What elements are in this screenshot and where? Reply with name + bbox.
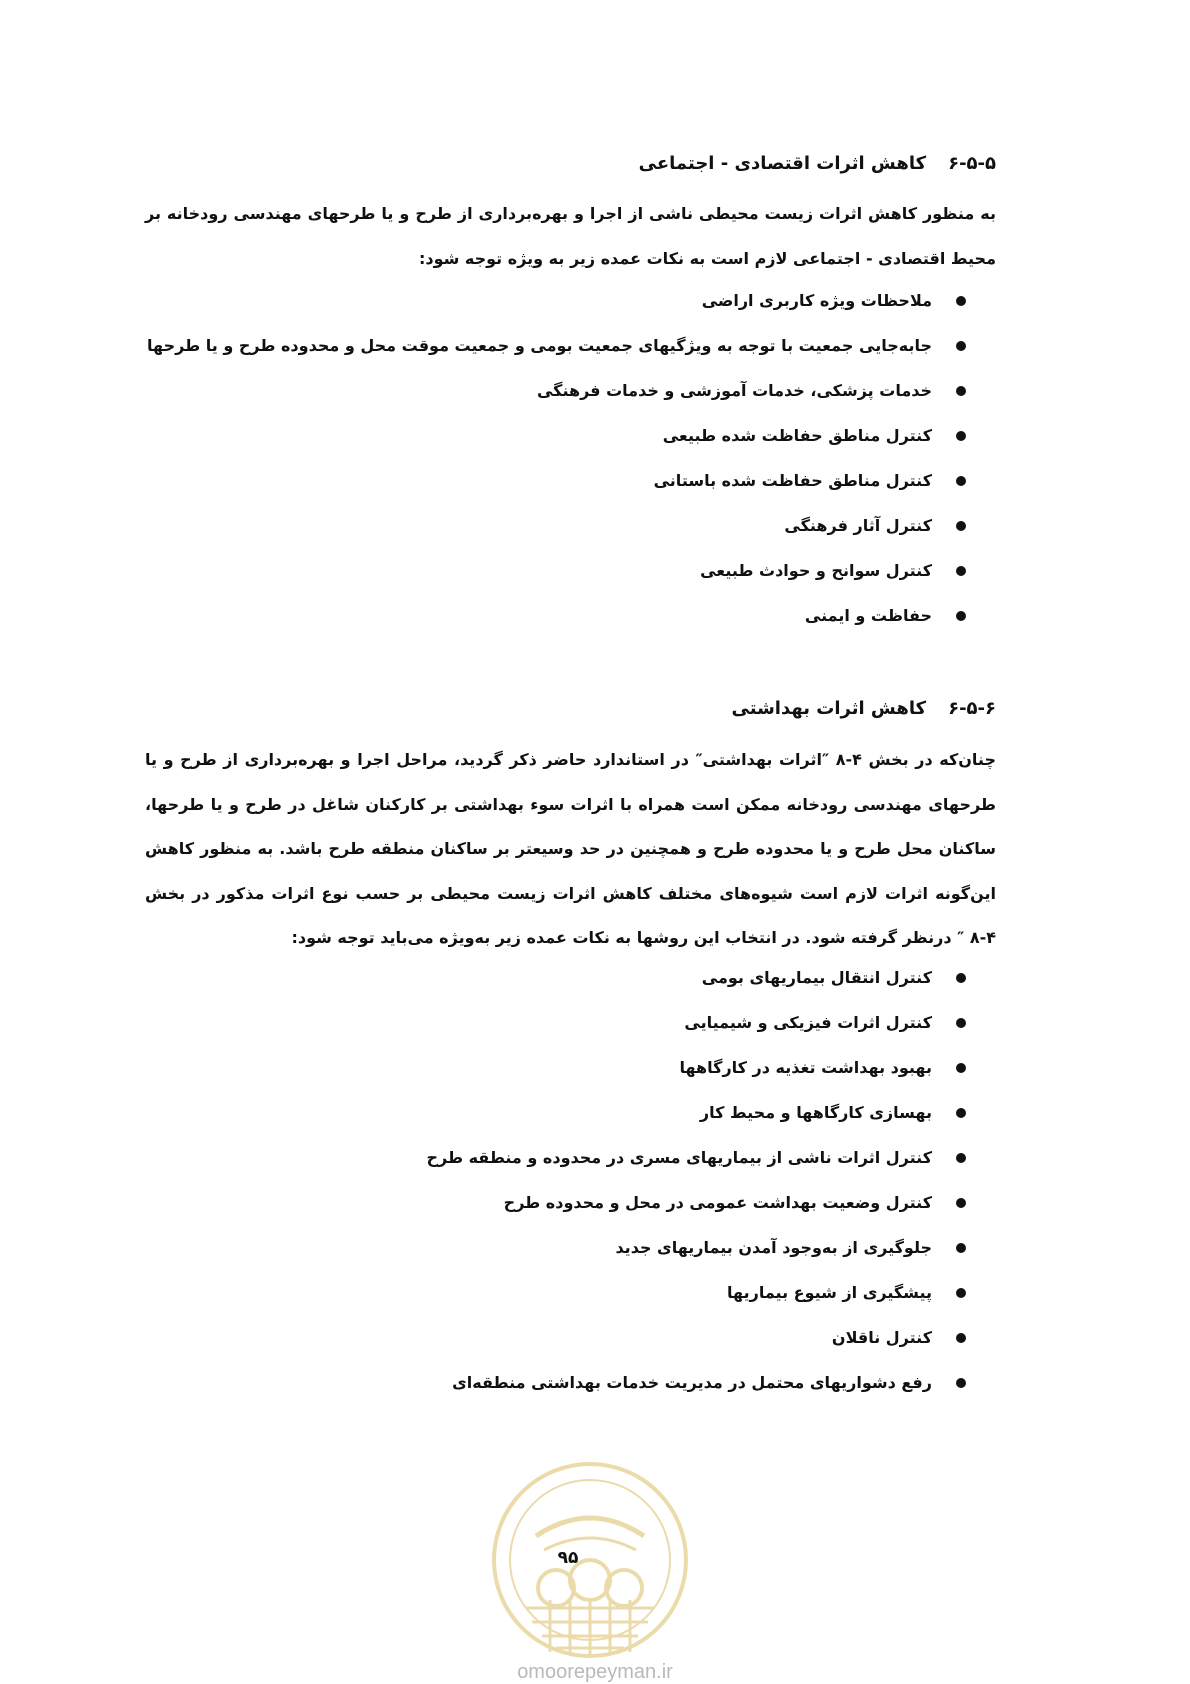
- bullet-icon: [956, 1333, 966, 1343]
- bullet-icon: [956, 1378, 966, 1388]
- list-item: کنترل وضعیت بهداشت عمومی در محل و محدوده طرح: [145, 1180, 996, 1225]
- list-item: کنترل سوانح و حوادث طبیعی: [145, 548, 996, 593]
- list-item: کنترل مناطق حفاظت شده باستانی: [145, 458, 996, 503]
- list-item: رفع دشواریهای محتمل در مدیریت خدمات بهداشتی منطقه‌ای: [145, 1360, 996, 1405]
- bullet-list: [145, 955, 996, 1405]
- list-item: بهبود بهداشت تغذیه در کارگاهها: [145, 1045, 996, 1090]
- bullet-icon: [956, 431, 966, 441]
- list-item: کنترل آثار فرهنگی: [145, 503, 996, 548]
- bullet-icon: [956, 1153, 966, 1163]
- section-number: ۶-۵-۵: [948, 153, 996, 174]
- bullet-icon: [956, 476, 966, 486]
- section-title: کاهش اثرات بهداشتی: [731, 698, 927, 719]
- bullet-icon: [956, 566, 966, 576]
- section-paragraph: به منظور کاهش اثرات زیست محیطی ناشی از اجرا و بهره‌برداری از طرح و یا طرحهای مهندسی رودخانه بر محیط اقتصادی - اجتماعی لازم است به نکات عمده زیر به ویژه توجه شود:: [145, 204, 996, 268]
- list-item: بهسازی کارگاهها و محیط کار: [145, 1090, 996, 1135]
- watermark-logo-icon: [470, 1440, 710, 1680]
- bullet-icon: [956, 973, 966, 983]
- list-item: پیشگیری از شیوع بیماریها: [145, 1270, 996, 1315]
- list-item: کنترل مناطق حفاظت شده طبیعی: [145, 413, 996, 458]
- bullet-list: [145, 278, 996, 638]
- section-title: کاهش اثرات اقتصادی - اجتماعی: [638, 153, 927, 174]
- list-item: کنترل انتقال بیماریهای بومی: [145, 955, 996, 1000]
- list-item: ملاحظات ویژه کاربری اراضی: [145, 278, 996, 323]
- bullet-icon: [956, 611, 966, 621]
- section-heading: [145, 695, 996, 723]
- list-item: خدمات پزشکی، خدمات آموزشی و خدمات فرهنگی: [145, 368, 996, 413]
- bullet-icon: [956, 386, 966, 396]
- bullet-icon: [956, 1243, 966, 1253]
- list-item: حفاظت و ایمنی: [145, 593, 996, 638]
- section-paragraph: چنان‌که در بخش ۴-۸ ″اثرات بهداشتی″ در استاندارد حاضر ذکر گردید، مراحل اجرا و بهره‌برداری از طرح و یا طرحهای مهندسی رودخانه ممکن است همراه با اثرات سوء بهداشتی بر کارکنان شاغل در طرح و یا طرحها، ساکنان محل طرح و یا محدوده طرح و همچنین در حد وسیعتر بر ساکنان منطقه طرح باشد. به منظور کاهش این‌گونه اثرات لازم است شیوه‌های مختلف کاهش اثرات زیست محیطی بر حسب نوع اثرات مذکور در بخش ۴-۸ ″ درنظر گرفته شود. در انتخاب این روشها به نکات عمده زیر به‌ویژه می‌باید توجه شود:: [145, 750, 996, 947]
- watermark-url: omoorepeyman.ir: [517, 1661, 673, 1683]
- section-heading: [145, 150, 996, 178]
- list-item: کنترل اثرات فیزیکی و شیمیایی: [145, 1000, 996, 1045]
- list-item: جلوگیری از به‌وجود آمدن بیماریهای جدید: [145, 1225, 996, 1270]
- bullet-icon: [956, 521, 966, 531]
- list-item: کنترل اثرات ناشی از بیماریهای مسری در محدوده و منطقه طرح: [145, 1135, 996, 1180]
- list-item: کنترل ناقلان: [145, 1315, 996, 1360]
- section-number: ۶-۵-۶: [948, 698, 996, 719]
- bullet-icon: [956, 1018, 966, 1028]
- bullet-icon: [956, 1198, 966, 1208]
- bullet-icon: [956, 1063, 966, 1073]
- bullet-icon: [956, 1108, 966, 1118]
- page-number: ۹۵: [557, 1548, 579, 1568]
- bullet-icon: [956, 1288, 966, 1298]
- bullet-icon: [956, 341, 966, 351]
- list-item: جابه‌جایی جمعیت با توجه به ویژگیهای جمعیت بومی و جمعیت موقت محل و محدوده طرح و یا طرحها: [145, 323, 996, 368]
- bullet-icon: [956, 296, 966, 306]
